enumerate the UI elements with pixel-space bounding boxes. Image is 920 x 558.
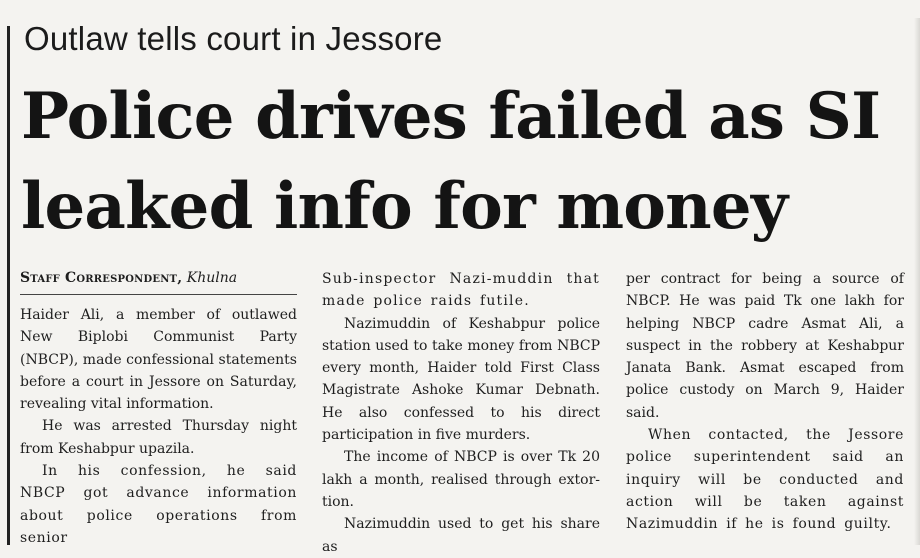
headline-line-1: Police drives failed as SI [21, 79, 881, 154]
headline-line-2: leaked info for money [21, 169, 788, 244]
paragraph: per contract for being a source of NBCP. He was paid Tk one lakh for helping NBCP cadre Asmat Ali, a suspect in the robbery at Keshabpur Janata Bank. Asmat escaped from police custody on March 9, Haider said. [626, 271, 904, 421]
byline-location: Khulna [186, 270, 238, 286]
page-edge [914, 18, 920, 545]
column-rule [7, 26, 10, 545]
paragraph: Haider Ali, a member of outlawed New Biplobi Communist Party (NBCP), made confessional statements before a court in Jessore on Saturday, revealing vital information. [20, 307, 297, 413]
paragraph: He was arrested Thursday night from Keshabpur upazila. [20, 418, 297, 457]
paragraph: In his confession, he said NBCP got advance information about police operations from senior [20, 463, 297, 546]
paragraph: Nazimuddin used to get his share as [322, 516, 600, 555]
headline [21, 72, 901, 252]
paragraph: When contacted, the Jessore police superintendent said an inquiry will be conducted and action will be taken against Nazimuddin if he is found guilty. [626, 427, 904, 533]
article-column-2 [322, 268, 600, 558]
byline-name: Staff Correspondent, [20, 270, 183, 286]
article-column-3 [626, 268, 904, 536]
paragraph: Sub-inspector Nazi-muddin that made police raids futile. [322, 271, 600, 310]
byline [20, 268, 297, 295]
paragraph: The income of NBCP is over Tk 20 lakh a month, realised through extor-tion. [322, 449, 600, 510]
paragraph: Nazimuddin of Keshabpur police station used to take money from NBCP every month, Haider told First Class Magistrate Ashoke Kumar Debnath. He also confessed to his direct participation in five murders. [322, 315, 600, 444]
article-column-1 [20, 268, 297, 549]
kicker: Outlaw tells court in Jessore [24, 20, 443, 57]
